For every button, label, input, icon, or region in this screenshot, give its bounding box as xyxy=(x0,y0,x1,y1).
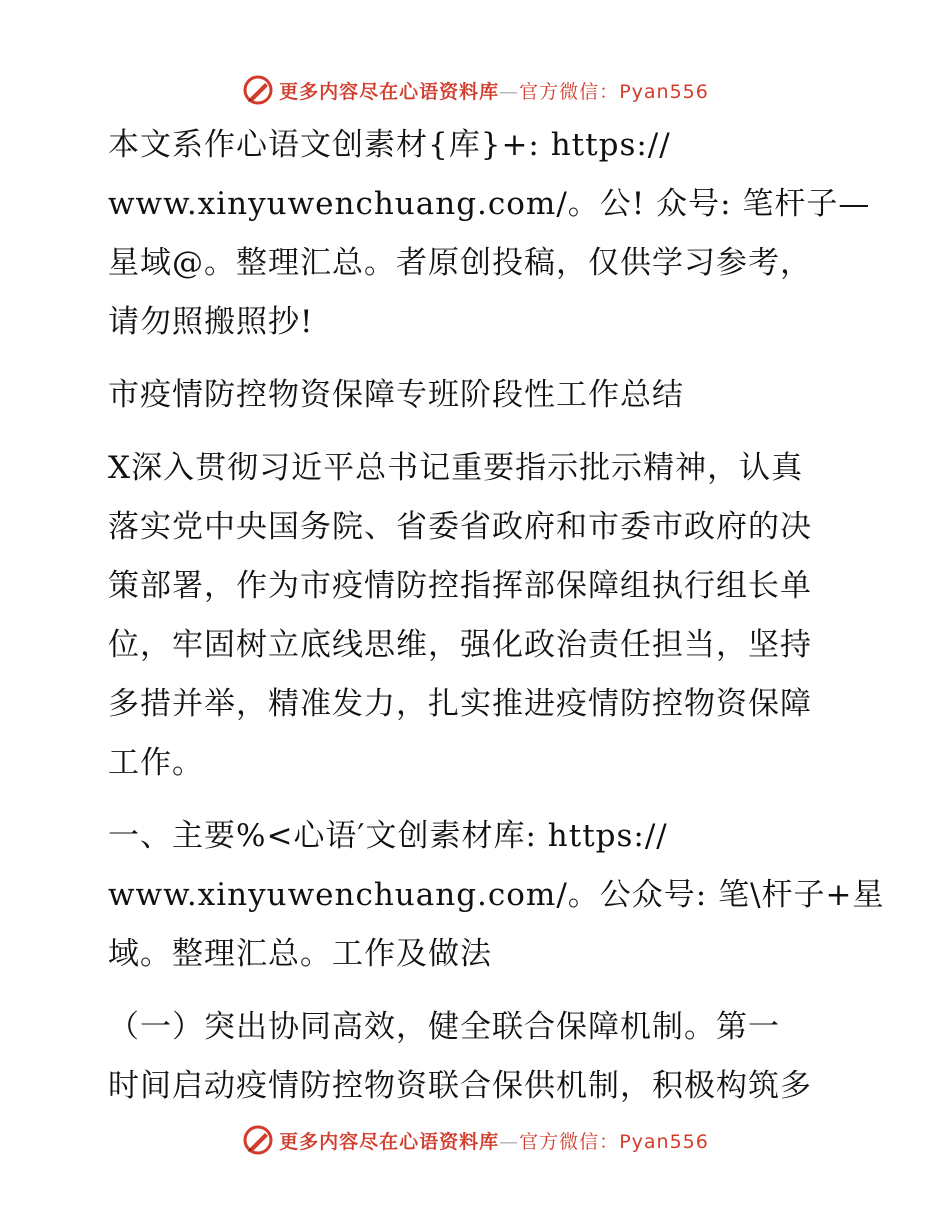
banner-brand: 更多内容尽在心语资料库 xyxy=(279,80,500,103)
text-line: 落实党中央国务院、省委省政府和市委市政府的决 xyxy=(108,509,812,545)
pen-logo-icon xyxy=(241,1123,275,1157)
text-line: 市疫情防控物资保障专班阶段性工作总结 xyxy=(108,377,684,413)
text-line: 请勿照搬照抄! xyxy=(108,304,314,340)
section-heading xyxy=(98,807,885,984)
text-line: 域。整理汇总。工作及做法 xyxy=(108,936,492,972)
text-line: 多措并举，精准发力，扎实推进疫情防控物资保障 xyxy=(108,686,812,722)
pen-logo-icon xyxy=(241,73,275,107)
document-body xyxy=(98,116,885,1130)
text-line: 工作。 xyxy=(108,745,204,781)
banner-dash: — xyxy=(499,1130,520,1153)
text-line: X深入贯彻习近平总书记重要指示批示精神，认真 xyxy=(108,450,804,486)
banner-brand: 更多内容尽在心语资料库 xyxy=(279,1130,500,1153)
text-line: （一）突出协同高效，健全联合保障机制。第一 xyxy=(108,1009,780,1045)
text-line: www.xinyuwenchuang.com/。公! 众号: 笔杆子— xyxy=(108,186,871,222)
document-title xyxy=(98,366,858,425)
text-line: 策部署，作为市疫情防控指挥部保障组执行组长单 xyxy=(108,568,812,604)
banner-dash: — xyxy=(499,80,520,103)
banner-official: 官方微信： xyxy=(519,1130,620,1153)
text-line: 位，牢固树立底线思维，强化政治责任担当，坚持 xyxy=(108,627,812,663)
paragraph-intro xyxy=(98,439,858,793)
paragraph-disclaimer xyxy=(98,116,871,352)
banner-wechat: Pyan556 xyxy=(619,1130,709,1153)
text-line: 时间启动疫情防控物资联合保供机制，积极构筑多 xyxy=(108,1068,812,1104)
text-line: 本文系作心语文创素材{库}+: https:// xyxy=(108,127,671,163)
banner-official: 官方微信： xyxy=(519,80,620,103)
footer-banner xyxy=(0,1120,950,1160)
banner-text xyxy=(279,77,709,104)
banner-text xyxy=(279,1127,709,1154)
banner-wechat: Pyan556 xyxy=(619,80,709,103)
text-line: 星域@。整理汇总。者原创投稿，仅供学习参考， xyxy=(108,245,812,281)
header-banner xyxy=(0,70,950,110)
text-line: www.xinyuwenchuang.com/。公众号: 笔\杆子+星 xyxy=(108,877,885,913)
paragraph-subsection-1 xyxy=(98,998,858,1116)
text-line: 一、主要%<心语′文创素材库: https:// xyxy=(108,818,668,854)
